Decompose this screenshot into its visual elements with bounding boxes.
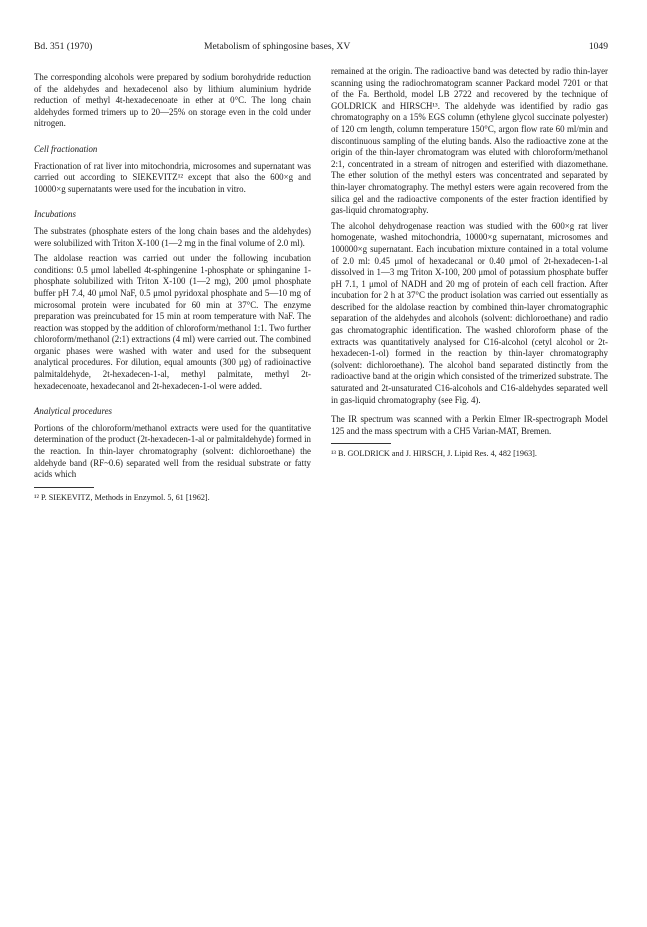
left-column [34, 72, 311, 503]
analytical-paragraph: Portions of the chloroform/methanol extracts were used for the quantitative determination of the product (2t-hexadecen-1-al or palmitaldehyde) formed in the reaction. In thin-layer chromatography (solvent: dichloroethane) the aldehyde band (RF~0.6) separated well from the residual substrate or fatty acids which [34, 422, 311, 480]
running-title: Metabolism of sphingosine bases, XV [204, 41, 351, 52]
incubations-heading: Incubations [34, 209, 76, 220]
alcohol-dehydrogenase-paragraph: The alcohol dehydrogenase reaction was studied with the 600×g rat liver homogenate, washed mitochondria, 10000×g supernatant, microsomes and 100000×g supernatant. Each incubation mixture contained in a total volume of 2.0 ml: 0.45 μmol of hexadecanal or 0.40 μmol of 2t-hexadecen-1-al dissolved in 1—3 mg Triton X-100, 200 μmol of potassium phosphate buffer pH 7.1, 1 μmol of NADH and 20 mg of protein of each cell fraction. After incubation for 2 h at 37°C the product isolation was carried out essentially as described for the aldolase reaction by combined thin-layer chromatographic separation of the aldehydes and alcohols (solvent: dichloroethane) and radio gas chromatographic identification. The washed chloroform phase of the extracts was quantitatively analysed for C16-alcohol (cetyl alcohol or 2t-hexadecen-1-ol) formed in the reaction by thin-layer chromatography (solvent: dichloroethane). The alcohol band separated distinctly from the radioactive band at the origin which consisted of the trimerized substrate. The saturated and 2t-unsaturated C16-alcohols and C16-aldehydes separated well in gas-liquid chromatography (see Fig. 4). [331, 220, 608, 405]
analytical-procedures-heading: Analytical procedures [34, 406, 112, 417]
running-header [34, 40, 608, 54]
footnote-12: ¹² P. SIEKEVITZ, Methods in Enzymol. 5, 61 [1962]. [34, 492, 210, 502]
page-number: 1049 [588, 41, 608, 52]
intro-paragraph: The corresponding alcohols were prepared by sodium borohydride reduction of the aldehydes and hexadecenol also by lithium aluminium hydride reduction of methyl 4t-hexadecenoate in ether at 0°C. The long chain aldehydes formed trimers up to 20—25% on storage even in the cold under nitrogen. [34, 72, 311, 129]
footnote-rule [34, 487, 94, 488]
cell-fractionation-paragraph: Fractionation of rat liver into mitochondria, microsomes and supernatant was carried out according to SIEKEVITZ¹² except that also the 600×g and 10000×g supernatants were used for the incubation in vitro. [34, 160, 311, 194]
volume-info: Bd. 351 (1970) [34, 41, 93, 52]
continuation-paragraph: remained at the origin. The radioactive band was detected by radio thin-layer scanning using the radiochromatogram scanner Packard model 7201 or that of the Fa. Berthold, model LB 2722 and recovered by the technique of GOLDRICK and HIRSCH¹³. The aldehyde was identified by radio gas chromatography on a 15% EGS column (ethylene glycol succinate polyester) of 120 cm length, column temperature 150°C, argon flow rate 60 ml/min and discontinuous sampling of the eluting bands. Also the radioactive zone at the origin of the thin-layer chromatogram was eluted with chloroform/methanol 2:1, concentrated in a stream of nitrogen and esterified with diazomethane. The ether solution of the methyl esters was concentrated and separated by thin-layer chromatography. The methyl esters were again recovered from the silica gel and the radioactive components of the ester fraction identified by gas-liquid chromatography. [331, 66, 608, 216]
right-column [331, 66, 608, 460]
aldolase-paragraph: The aldolase reaction was carried out under the following incubation conditions: 0.5 μmol labelled 4t-sphingenine 1-phosphate or sphinganine 1-phosphate solubilized with Triton X-100 (1—2 mg), 200 μmol phosphate buffer pH 7.4, 40 μmol NaF, 0.5 μmol pyridoxal phosphate and 5—10 mg of microsomal protein were incubated for 60 min at 37°C. The enzyme preparation was preincubated for 15 min at room temperature with NaF. The reaction was stopped by the addition of chloroform/methanol 1:1. Two further chloroform/methanol (2:1) extractions (4 ml) were carried out. The combined organic phases were washed with water and used for the subsequent analytical procedures. For dilution, equal amounts (300 μg) of radioinactive palmitaldehyde, 2t-hexadecen-1-al, methyl palmitate, methyl 2t-hexadecenoate, hexadecanol and 2t-hexadecen-1-ol were added. [34, 253, 311, 391]
incubations-paragraph: The substrates (phosphate esters of the long chain bases and the aldehydes) were solubilized with Triton X-100 (1—2 mg in the final volume of 2.0 ml). [34, 225, 311, 248]
footnote-13: ¹³ B. GOLDRICK and J. HIRSCH, J. Lipid Res. 4, 482 [1963]. [331, 449, 537, 459]
cell-fractionation-heading: Cell fractionation [34, 143, 98, 154]
ir-spectrum-paragraph: The IR spectrum was scanned with a Perkin Elmer IR-spectrograph Model 125 and the mass spectrum with a CH5 Varian-MAT, Bremen. [331, 414, 608, 436]
footnote-rule [331, 443, 391, 444]
